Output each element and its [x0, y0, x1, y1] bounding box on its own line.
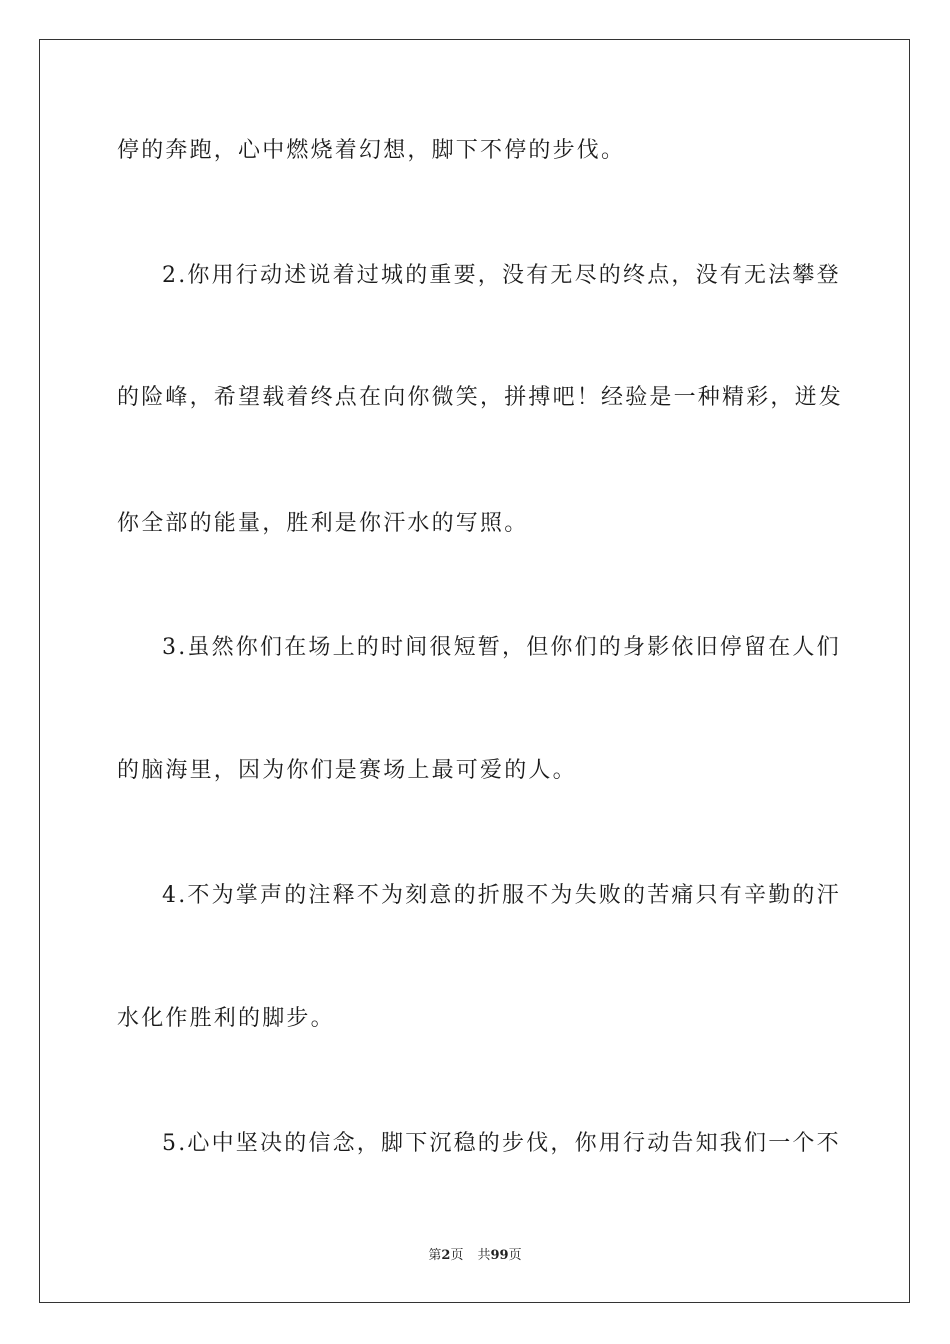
paragraph-line: 水化作胜利的脚步。 — [117, 1006, 335, 1031]
paragraph-line: 停的奔跑，心中燃烧着幻想，脚下不停的步伐。 — [117, 138, 626, 163]
paragraph-line: 的脑海里，因为你们是赛场上最可爱的人。 — [117, 758, 577, 783]
paragraph-line: 5.心中坚决的信念，脚下沉稳的步伐，你用行动告知我们一个不 — [162, 1131, 841, 1156]
paragraph-line: 的险峰，希望载着终点在向你微笑，拼搏吧！经验是一种精彩，迸发 — [117, 385, 844, 410]
paragraph-line: 你全部的能量，胜利是你汗水的写照。 — [117, 511, 529, 536]
paragraph-line: 4.不为掌声的注释不为刻意的折服不为失败的苦痛只有辛勤的汗 — [162, 883, 841, 908]
page-suffix: 页 — [450, 1248, 464, 1263]
paragraph-line: 2.你用行动述说着过城的重要，没有无尽的终点，没有无法攀登 — [162, 263, 841, 288]
page-prefix: 第 — [428, 1248, 442, 1263]
total-prefix: 共 — [477, 1248, 491, 1263]
paragraph-line: 3.虽然你们在场上的时间很短暂，但你们的身影依旧停留在人们 — [162, 635, 841, 660]
page-footer — [0, 1244, 950, 1263]
total-suffix: 页 — [508, 1248, 522, 1263]
page-border — [39, 39, 910, 1303]
page-number: 2 — [441, 1248, 451, 1263]
total-pages: 99 — [490, 1248, 509, 1263]
